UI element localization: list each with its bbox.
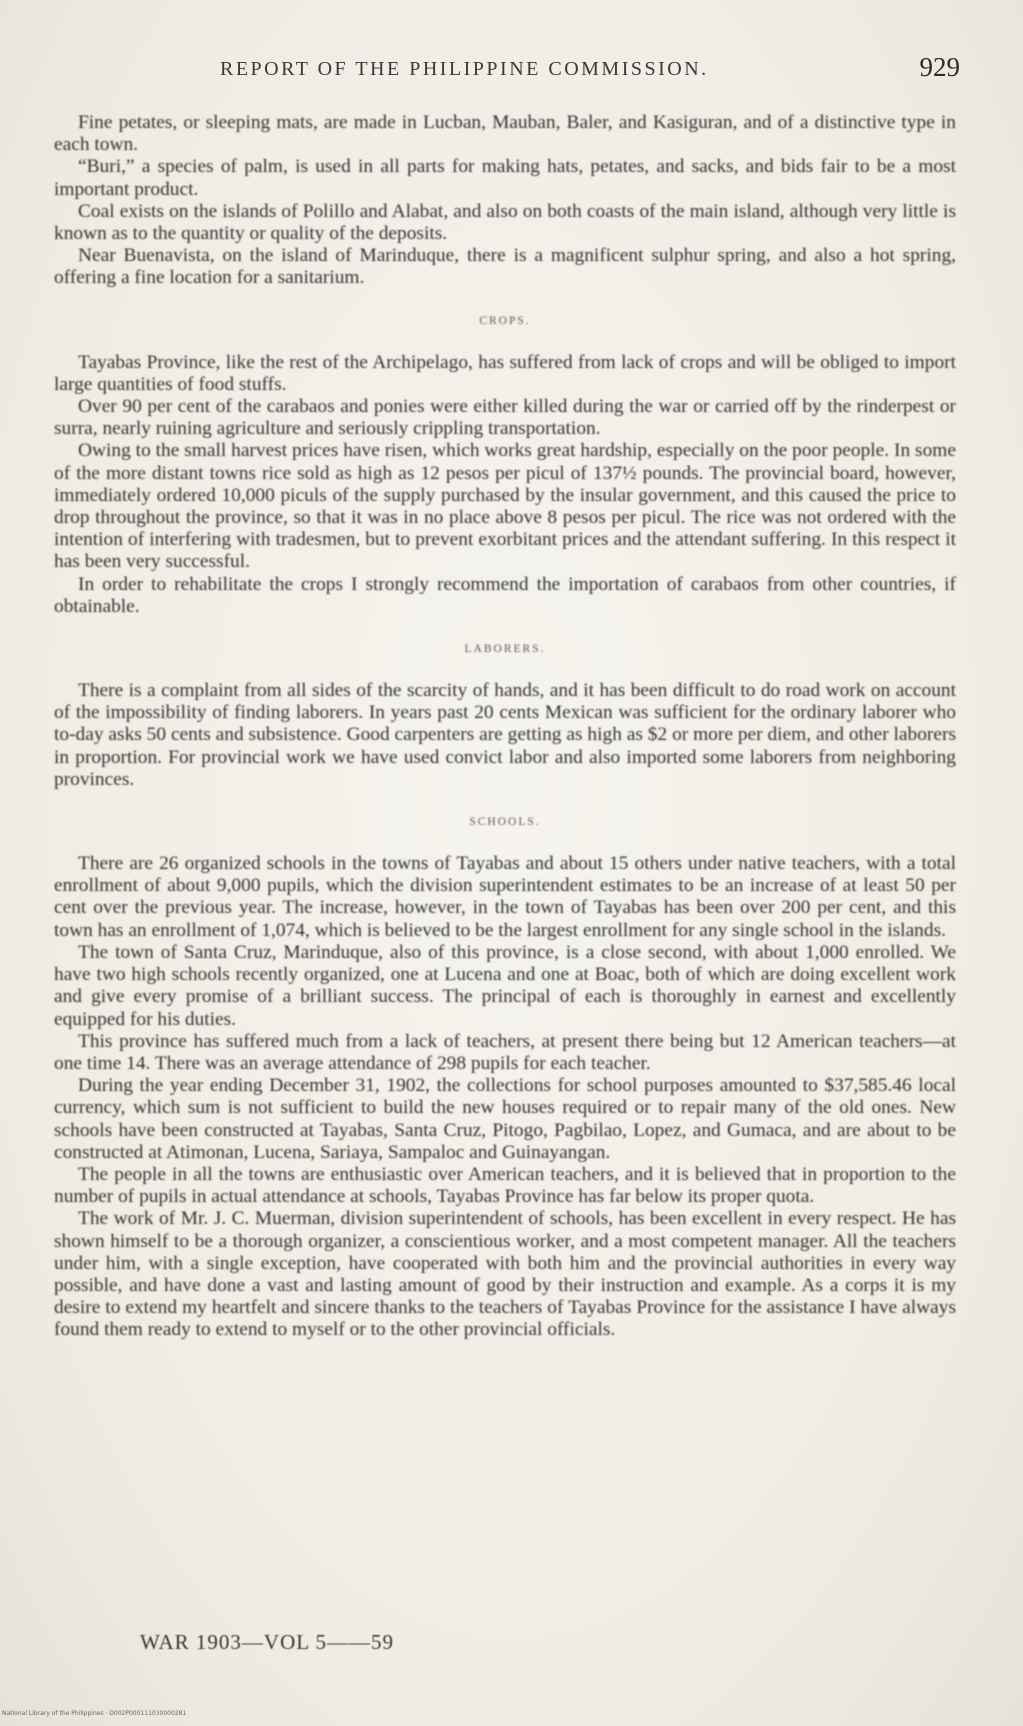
paragraph-crops-carabaos: Over 90 per cent of the carabaos and ponies were either killed during the war or carried off by the rinderpest or surra, nearly ruining agriculture and seriously crippling transportation.	[54, 396, 956, 440]
section-heading-schools: SCHOOLS.	[469, 816, 541, 829]
paragraph-schools-teachers: This province has suffered much from a lack of teachers, at present there being but 12 American teachers—at one time 14. There was an average attendance of 298 pupils for each teacher.	[54, 1030, 956, 1074]
paragraph-laborers: There is a complaint from all sides of the scarcity of hands, and it has been difficult to do road work on account of the impossibility of finding laborers. In years past 20 cents Mexican was sufficient for the ordinary laborer who to-day asks 50 cents and subsistence. Good carpenters are getting as high as $2 or more per diem, and other laborers in proportion. For provincial work we have used convict labor and also imported some laborers from neighboring provinces.	[54, 680, 956, 790]
paragraph-petates: Fine petates, or sleeping mats, are made in Lucban, Mauban, Baler, and Kasiguran, and of a distinctive type in each town.	[54, 112, 956, 156]
paragraph-crops-rehabilitate: In order to rehabilitate the crops I strongly recommend the importation of carabaos from other countries, if obtainable.	[54, 573, 956, 617]
paragraph-coal: Coal exists on the islands of Polillo and Alabat, and also on both coasts of the main island, although very little is known as to the quantity or quality of the deposits.	[54, 200, 956, 245]
running-head	[60, 52, 960, 88]
library-credit: National Library of the Philippines · D002P000111030000281	[2, 1710, 187, 1717]
paragraph-schools-organized: There are 26 organized schools in the towns of Tayabas and about 15 others under native teachers, with a total enrollment of about 9,000 pupils, which the division superintendent estimates to be an increase of at least 50 per cent over the previous year. The increase, however, in the town of Tayabas has been over 200 per cent, and this town has an enrollment of 1,074, which is believed to be the largest enrollment for any single school in the islands.	[54, 853, 956, 941]
signature-mark: WAR 1903—VOL 5——59	[140, 1630, 395, 1654]
paragraph-crops-lack: Tayabas Province, like the rest of the Archipelago, has suffered from lack of crops and will be obliged to import large quantities of food stuffs.	[54, 351, 956, 395]
page-number: 929	[919, 52, 960, 82]
paragraph-schools-collections: During the year ending December 31, 1902, the collections for school purposes amounted to $37,585.46 local currency, which sum is not sufficient to build the new houses required or to repair many of the old ones. New schools have been constructed at Tayabas, Santa Cruz, Pitogo, Pagbilao, Lopez, and Gumaca, and are about to be constructed at Atimonan, Lucena, Sariaya, Sampaloc and Guinayangan.	[54, 1075, 956, 1163]
paragraph-schools-santa-cruz: The town of Santa Cruz, Marinduque, also of this province, is a close second, with about 1,000 enrolled. We have two high schools recently organized, one at Lucena and one at Boac, both of which are doing excellent work and give every promise of a brilliant success. The principal of each is thoroughly in earnest and excellently equipped for his duties.	[54, 941, 956, 1030]
running-title: REPORT OF THE PHILIPPINE COMMISSION.	[220, 58, 709, 80]
section-heading-crops: CROPS.	[479, 314, 531, 327]
paragraph-buri: “Buri,” a species of palm, is used in all parts for making hats, petates, and sacks, and bids fair to be a most important product.	[54, 156, 956, 200]
section-heading-laborers: LABORERS.	[464, 643, 546, 656]
paragraph-sulphur-spring: Near Buenavista, on the island of Marinduque, there is a magnificent sulphur spring, and also a hot spring, offering a fine location for a sanitarium.	[54, 245, 956, 289]
paragraph-schools-enthusiasm: The people in all the towns are enthusiastic over American teachers, and it is believed that in proportion to the number of pupils in actual attendance at schools, Tayabas Province has far below its proper quota.	[54, 1163, 956, 1208]
paragraph-crops-prices: Owing to the small harvest prices have risen, which works great hardship, especially on the poor people. In some of the more distant towns rice sold as high as 12 pesos per picul of 137½ pounds. The provincial board, however, immediately ordered 10,000 piculs of the supply purchased by the insular government, and this caused the price to drop throughout the province, so that it was in no place above 8 pesos per picul. The rice was not ordered with the intention of interfering with tradesmen, but to prevent exorbitant prices and the attendant suffering. In this respect it has been very successful.	[54, 440, 956, 573]
paragraph-schools-muerman: The work of Mr. J. C. Muerman, division superintendent of schools, has been excellent in every respect. He has shown himself to be a thorough organizer, a conscientious worker, and a most competent manager. All the teachers under him, with a single exception, have cooperated with both him and the provincial authorities in every way possible, and have done a vast and lasting amount of good by their instruction and example. As a corps it is my desire to extend my heartfelt and sincere thanks to the teachers of Tayabas Province for the assistance I have always found them ready to extend to myself or to the other provincial officials.	[54, 1208, 956, 1341]
body-text	[54, 112, 956, 1342]
